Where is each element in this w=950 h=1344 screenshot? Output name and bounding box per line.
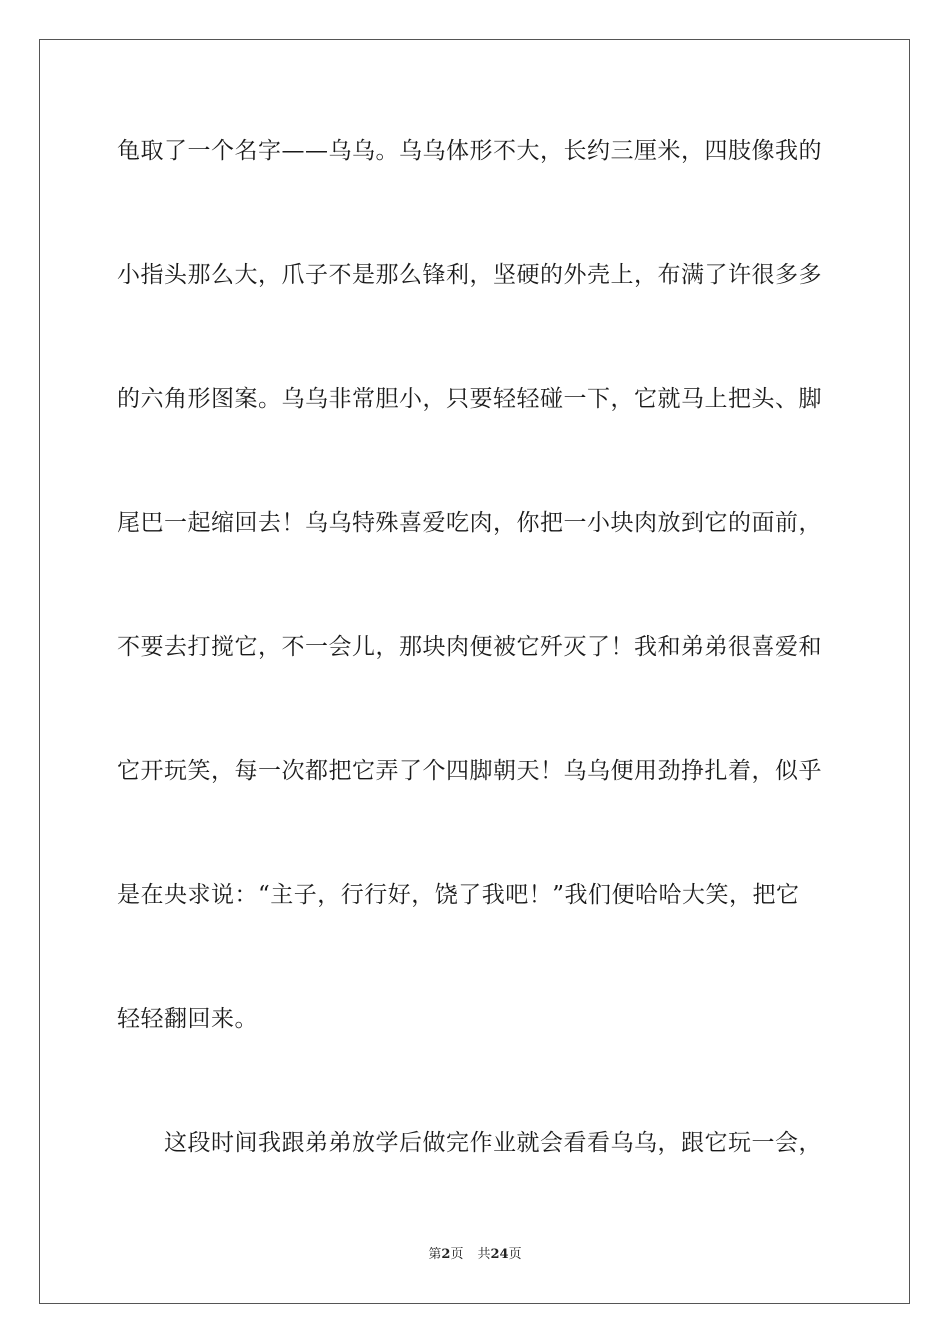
body-text-line-3: 的六角形图案。乌乌非常胆小，只要轻轻碰一下，它就马上把头、脚 (117, 386, 822, 412)
body-text-line-1: 龟取了一个名字——乌乌。乌乌体形不大，长约三厘米，四肢像我的 (117, 138, 822, 164)
body-text-line-2: 小指头那么大，爪子不是那么锋利，坚硬的外壳上，布满了许很多多 (117, 262, 822, 288)
page-border (39, 39, 910, 1304)
page-number-label: 第2页 (428, 1247, 464, 1262)
body-text-line-4: 尾巴一起缩回去！乌乌特殊喜爱吃肉，你把一小块肉放到它的面前， (117, 510, 822, 536)
body-text-line-6: 它开玩笑，每一次都把它弄了个四脚朝天！乌乌便用劲挣扎着，似乎 (117, 758, 822, 784)
body-text-line-5: 不要去打搅它，不一会儿，那块肉便被它歼灭了！我和弟弟很喜爱和 (117, 634, 822, 660)
paragraph-start-line: 这段时间我跟弟弟放学后做完作业就会看看乌乌，跟它玩一会， (164, 1130, 822, 1156)
total-pages-label: 共24页 (477, 1247, 522, 1262)
page-footer (0, 1246, 950, 1264)
current-page-number: 2 (441, 1247, 451, 1262)
body-text-line-7: 是在央求说：“主子，行行好，饶了我吧！”我们便哈哈大笑，把它 (117, 882, 800, 908)
total-page-number: 24 (490, 1247, 509, 1262)
body-text-line-8: 轻轻翻回来。 (117, 1006, 258, 1032)
